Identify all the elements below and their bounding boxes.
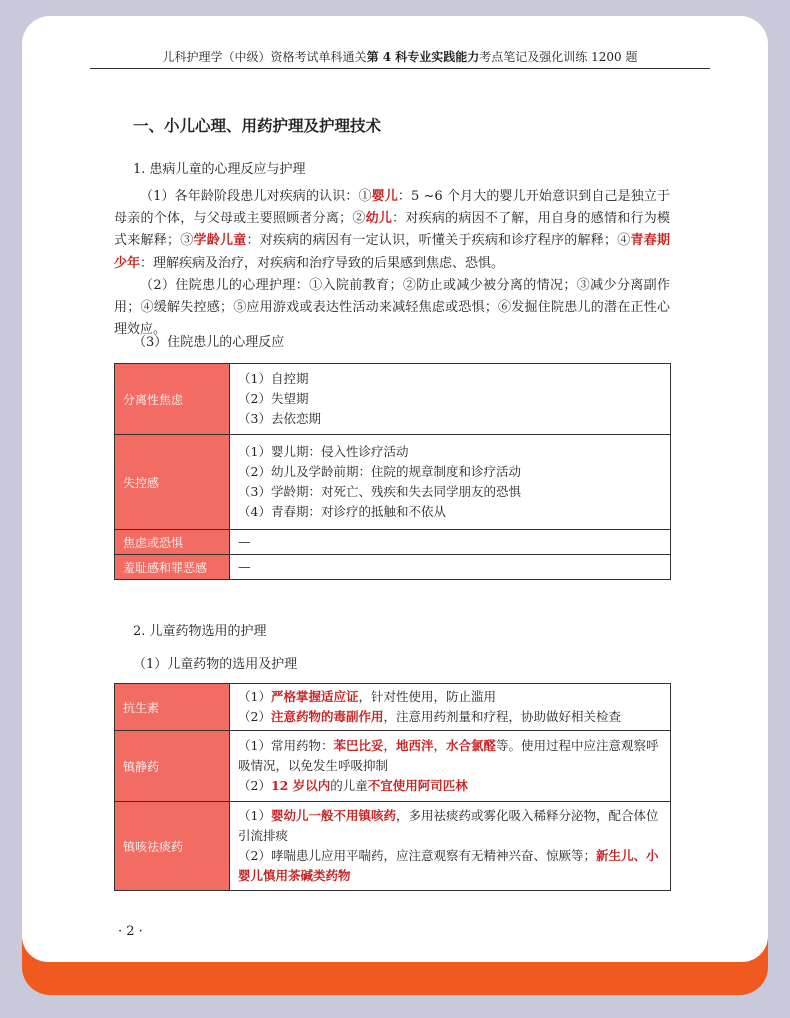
psych-reaction-table: [114, 363, 671, 580]
row-content: —: [230, 555, 671, 580]
row-label: 镇静药: [115, 731, 230, 802]
running-header: [90, 48, 710, 69]
table-row: [115, 802, 671, 891]
subsection-title-2: 2. 儿童药物选用的护理: [133, 624, 267, 639]
table-row: [115, 731, 671, 802]
term-adolescent: 青春期少年: [114, 233, 670, 271]
paragraph-psych-nursing: （2）住院患儿的心理护理：①入院前教育；②防止或减少被分离的情况；③减少分离副作用；④缓解失控感；⑤应用游戏或表达性活动来减轻焦虑或恐惧；⑥发掘住院患儿的潜在正性心理效应。: [114, 278, 670, 338]
row-label: 失控感: [115, 435, 230, 530]
subsection-title-1: 1. 患病儿童的心理反应与护理: [133, 162, 306, 177]
row-content: —: [230, 530, 671, 555]
header-text-pre: 儿科护理学（中级）资格考试单科通关: [162, 50, 367, 64]
row-content: （1）自控期 （2）失望期 （3）去依恋期: [230, 364, 671, 435]
row-label: 焦虑或恐惧: [115, 530, 230, 555]
row-content: （1）婴儿期：侵入性诊疗活动 （2）幼儿及学龄前期：住院的规章制度和诊疗活动 （3）学龄期：对死亡、残疾和失去同学朋友的恐惧 （4）青春期：对诊疗的抵触和不依从: [230, 435, 671, 530]
paragraph-psych-reaction: （3）住院患儿的心理反应: [133, 335, 285, 350]
header-text-post: 考点笔记及强化训练 1200 题: [479, 50, 638, 64]
table-row: [115, 684, 671, 731]
row-content: （1）常用药物：苯巴比妥，地西泮，水合氯醛等。使用过程中应注意观察呼吸情况，以免发生呼吸抑制 （2）12 岁以内的儿童不宜使用阿司匹林: [230, 731, 671, 802]
table-row: [115, 530, 671, 555]
term-toddler: 幼儿: [365, 211, 393, 227]
drug-selection-table: [114, 683, 671, 891]
paragraph-disease-awareness: （1）各年龄阶段患儿对疾病的认识：①婴儿：5 ~6 个月大的婴儿开始意识到自己是独立于母亲的个体，与父母或主要照顾者分离；②幼儿：对疾病的病因不了解，用自身的感情和行为模式来解释；③学龄儿童：对疾病的病因有一定认识，听懂关于疾病和诊疗程序的解释；④青春期少年：理解疾病及治疗，对疾病和治疗导致的后果感到焦虑、恐惧。: [114, 189, 670, 271]
row-label: 抗生素: [115, 684, 230, 731]
row-content: （1）婴幼儿一般不用镇咳药，多用祛痰药或雾化吸入稀释分泌物，配合体位引流排痰 （2）哮喘患儿应用平喘药，应注意观察有无精神兴奋、惊厥等；新生儿、小婴儿慎用茶碱类药物: [230, 802, 671, 891]
row-label: 羞耻感和罪恶感: [115, 555, 230, 580]
row-content: （1）严格掌握适应证，针对性使用，防止滥用 （2）注意药物的毒副作用，注意用药剂量和疗程，协助做好相关检查: [230, 684, 671, 731]
section-title: 一、小儿心理、用药护理及护理技术: [133, 117, 382, 135]
header-text-bold: 第 4 科专业实践能力: [366, 50, 480, 64]
page-number: · 2 ·: [118, 924, 143, 939]
paragraph-drug-selection: （1）儿童药物的选用及护理: [133, 657, 298, 672]
term-school-age: 学龄儿童: [193, 233, 247, 249]
table-row: [115, 435, 671, 530]
row-label: 分离性焦虑: [115, 364, 230, 435]
term-infant: 婴儿: [371, 189, 398, 204]
row-label: 镇咳祛痰药: [115, 802, 230, 891]
table-row: [115, 364, 671, 435]
table-row: [115, 555, 671, 580]
